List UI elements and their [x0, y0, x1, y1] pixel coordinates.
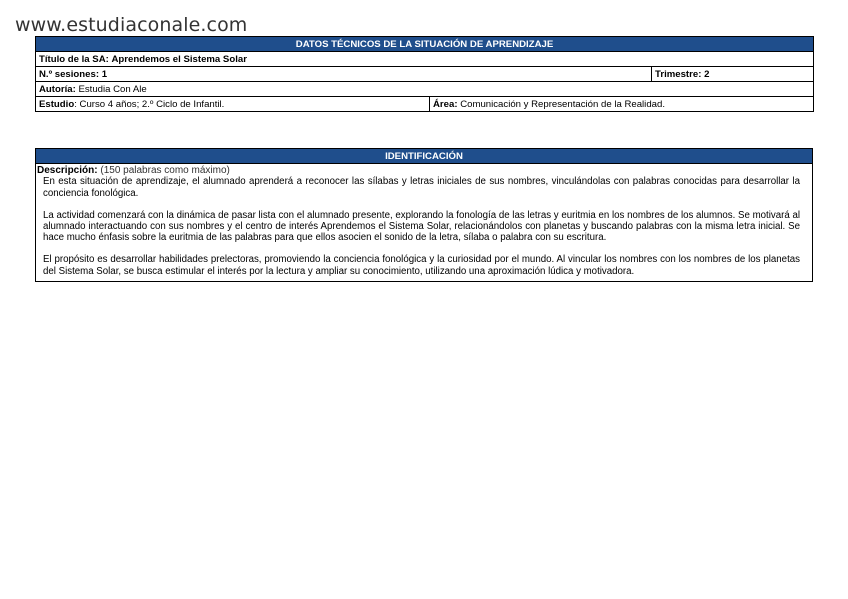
descripcion-hint: (150 palabras como máximo) [100, 165, 230, 176]
descripcion-heading [36, 165, 812, 176]
estudio-label: Estudio [39, 98, 75, 110]
area-value: Comunicación y Representación de la Realidad. [460, 98, 665, 110]
titulo-label: Título de la SA: [39, 53, 109, 65]
titulo-value: Aprendemos el Sistema Solar [111, 53, 247, 65]
autoria-label: Autoría: [39, 83, 76, 95]
autoria-value: Estudia Con Ale [78, 83, 147, 95]
trimestre-label: Trimestre: [655, 68, 702, 80]
trimestre-value: 2 [704, 68, 710, 80]
autoria-row [36, 82, 814, 97]
descripcion-label: Descripción: [37, 165, 98, 176]
watermark: www.estudiaconale.com [15, 14, 248, 36]
sesiones-label: N.º sesiones: [39, 68, 100, 80]
datos-tecnicos-header: DATOS TÉCNICOS DE LA SITUACIÓN DE APRENDIZAJE [36, 37, 814, 52]
descripcion-cell [36, 164, 813, 282]
trimestre-cell [652, 67, 814, 82]
identificacion-table [35, 148, 813, 282]
sesiones-value: 1 [101, 68, 108, 80]
titulo-row [36, 52, 814, 67]
area-label: Área: [433, 98, 458, 110]
estudio-cell [36, 97, 430, 112]
descripcion-paragraph-2: La actividad comenzará con la dinámica de pasar lista con el alumnado presente, explorando la fonología de las letras y euritmia en los nombres de los alumnos. Se motivará al alumnado interactuando con sus nombres y el centro de interés Aprendemos el Sistema Solar, relacionándolos con planetas y buscando palabras con la misma letra inicial. Se hace mucho énfasis sobre la euritmia de las palabras para que ellos asocien el sonido de la letra, sílaba o palabra con su escritura. [43, 209, 800, 244]
descripcion-paragraph-1: En esta situación de aprendizaje, el alumnado aprenderá a reconocer las sílabas y letras iniciales de sus nombres, vinculándolas con palabras conocidas para desarrollar la conciencia fonológica. [43, 176, 800, 199]
sesiones-cell [36, 67, 652, 82]
datos-tecnicos-table [35, 36, 814, 112]
descripcion-paragraph-3: El propósito es desarrollar habilidades prelectoras, promoviendo la conciencia fonológica y la curiosidad por el mundo. Al vincular los nombres con los nombres de los planetas del Sistema Solar, se busca estimular el interés por la lectura y ampliar su conocimiento, utilizando una aproximación lúdica y motivadora. [43, 254, 800, 277]
area-cell [430, 97, 814, 112]
identificacion-header: IDENTIFICACIÓN [36, 149, 813, 164]
estudio-value: : Curso 4 años; 2.º Ciclo de Infantil. [74, 98, 225, 110]
